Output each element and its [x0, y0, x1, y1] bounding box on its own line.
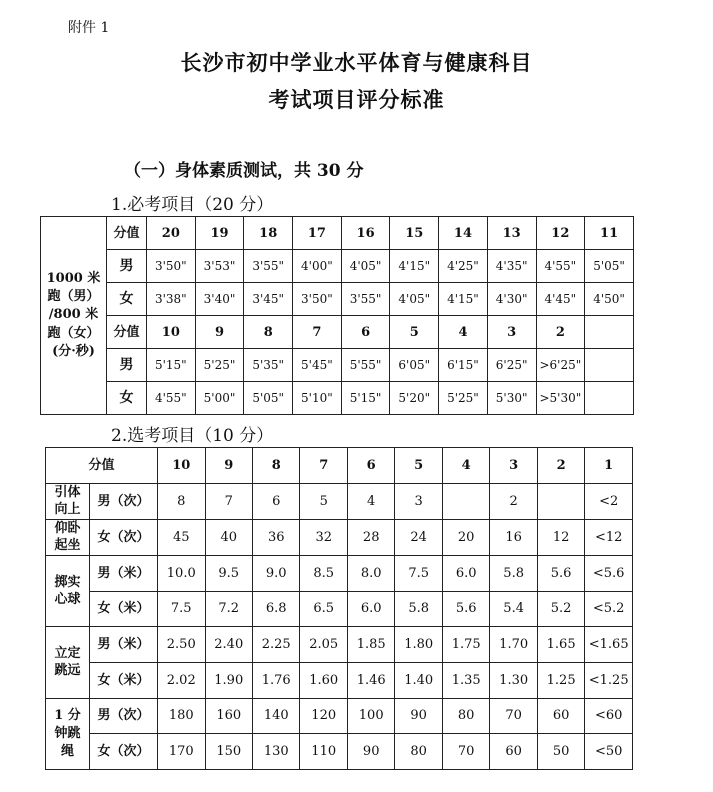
time-cell: 4'05": [341, 250, 390, 283]
time-cell: 5'25": [439, 382, 488, 415]
score-cell: 15: [390, 217, 439, 250]
time-cell: 5'15": [147, 349, 196, 382]
score-cell: 16: [341, 217, 390, 250]
time-cell: 3'45": [244, 283, 293, 316]
score-header-row: [46, 448, 633, 484]
time-cell: 4'15": [439, 283, 488, 316]
event-name-line: 掷实: [54, 574, 81, 590]
run-event-label-line: 跑（女）: [47, 325, 100, 341]
score-header-label: 分值: [46, 448, 158, 484]
value-cell: 70: [442, 734, 489, 770]
value-cell: 7.5: [395, 555, 442, 591]
time-cell: 4'35": [487, 250, 536, 283]
score-cell: 2: [537, 448, 584, 484]
score-cell: 2: [536, 316, 585, 349]
score-cell: 8: [252, 448, 299, 484]
value-cell: 2.40: [205, 627, 252, 663]
value-cell: 7: [205, 483, 252, 519]
value-cell: 8: [158, 483, 205, 519]
time-cell: >5'30": [536, 382, 585, 415]
value-cell: 5.8: [395, 591, 442, 627]
document-title-line2: 考试项目评分标准: [268, 87, 445, 112]
value-cell: 1.46: [347, 662, 394, 698]
time-cell: [585, 382, 634, 415]
value-cell: 7.5: [158, 591, 205, 627]
time-cell: 4'00": [293, 250, 342, 283]
value-cell: <5.2: [585, 591, 633, 627]
value-cell: 5.8: [490, 555, 537, 591]
score-cell: 17: [293, 217, 342, 250]
female-time-row: [41, 283, 634, 316]
value-cell: 1.30: [490, 662, 537, 698]
event-name: [46, 483, 90, 519]
table-row: [46, 519, 633, 555]
value-cell: 24: [395, 519, 442, 555]
value-cell: 6.5: [300, 591, 347, 627]
table-row: [46, 734, 633, 770]
value-cell: 5: [300, 483, 347, 519]
time-cell: 3'55": [341, 283, 390, 316]
value-cell: 8.0: [347, 555, 394, 591]
value-cell: 1.90: [205, 662, 252, 698]
value-cell: 70: [490, 698, 537, 734]
value-cell: 5.2: [537, 591, 584, 627]
time-cell: 3'50": [147, 250, 196, 283]
score-cell: 4: [442, 448, 489, 484]
score-cell: 10: [158, 448, 205, 484]
score-cell: 1: [585, 448, 633, 484]
event-name-line: 心球: [54, 592, 81, 608]
value-cell: 1.70: [490, 627, 537, 663]
time-cell: 5'30": [487, 382, 536, 415]
run-event-label-line: /800 米: [48, 307, 99, 323]
time-cell: 4'05": [390, 283, 439, 316]
time-cell: 5'55": [341, 349, 390, 382]
score-cell: 5: [395, 448, 442, 484]
sex-unit-label: 男（次）: [90, 698, 158, 734]
time-cell: 4'30": [487, 283, 536, 316]
value-cell: <1.65: [585, 627, 633, 663]
value-cell: 9.5: [205, 555, 252, 591]
value-cell: 2.05: [300, 627, 347, 663]
event-name-line: 跳远: [54, 663, 81, 679]
value-cell: <60: [585, 698, 633, 734]
score-cell: 3: [490, 448, 537, 484]
time-cell: 4'50": [585, 283, 634, 316]
time-cell: 4'25": [439, 250, 488, 283]
value-cell: 45: [158, 519, 205, 555]
value-cell: 1.65: [537, 627, 584, 663]
value-cell: 50: [537, 734, 584, 770]
sex-unit-label: 女（米）: [90, 591, 158, 627]
score-cell: 6: [341, 316, 390, 349]
sex-label: 男: [107, 349, 147, 382]
table-row: [46, 591, 633, 627]
attachment-label: 附件 1: [68, 20, 110, 36]
sex-unit-label: 男（米）: [90, 627, 158, 663]
score-cell: 9: [205, 448, 252, 484]
run-event-label-line: 跑（男）: [47, 289, 100, 305]
table-row: [46, 662, 633, 698]
value-cell: 2.50: [158, 627, 205, 663]
event-name: [46, 627, 90, 698]
value-cell: 60: [490, 734, 537, 770]
value-cell: [442, 483, 489, 519]
value-cell: 1.75: [442, 627, 489, 663]
table-row: [46, 555, 633, 591]
value-cell: <1.25: [585, 662, 633, 698]
value-cell: 3: [395, 483, 442, 519]
time-cell: 5'05": [585, 250, 634, 283]
table-row: [46, 627, 633, 663]
score-cell: 7: [293, 316, 342, 349]
event-name-line: 起坐: [54, 538, 81, 554]
value-cell: 1.40: [395, 662, 442, 698]
time-cell: 3'38": [147, 283, 196, 316]
value-cell: <5.6: [585, 555, 633, 591]
sex-label: 女: [107, 283, 147, 316]
value-cell: 170: [158, 734, 205, 770]
value-cell: 5.6: [537, 555, 584, 591]
time-cell: 5'15": [341, 382, 390, 415]
male-time-row: [41, 250, 634, 283]
value-cell: 2.25: [252, 627, 299, 663]
score-header-row: [41, 316, 634, 349]
time-cell: 5'25": [195, 349, 244, 382]
value-cell: 32: [300, 519, 347, 555]
value-cell: 120: [300, 698, 347, 734]
event-name-line: 1 分: [54, 708, 81, 724]
time-cell: 4'55": [536, 250, 585, 283]
value-cell: 36: [252, 519, 299, 555]
value-cell: 6.8: [252, 591, 299, 627]
value-cell: 1.60: [300, 662, 347, 698]
table-row: [46, 483, 633, 519]
optional-items-table: [45, 447, 633, 770]
value-cell: 2: [490, 483, 537, 519]
time-cell: 6'15": [439, 349, 488, 382]
value-cell: 160: [205, 698, 252, 734]
value-cell: <12: [585, 519, 633, 555]
score-cell: 10: [147, 316, 196, 349]
value-cell: 2.02: [158, 662, 205, 698]
time-cell: 5'05": [244, 382, 293, 415]
value-cell: 7.2: [205, 591, 252, 627]
run-event-label-line: (分·秒): [52, 343, 95, 359]
time-cell: 4'15": [390, 250, 439, 283]
value-cell: 1.76: [252, 662, 299, 698]
time-cell: 6'25": [487, 349, 536, 382]
value-cell: 90: [395, 698, 442, 734]
score-cell: 19: [195, 217, 244, 250]
value-cell: 28: [347, 519, 394, 555]
sex-label: 男: [107, 250, 147, 283]
value-cell: 1.35: [442, 662, 489, 698]
value-cell: 12: [537, 519, 584, 555]
event-name-line: 仰卧: [54, 520, 81, 536]
value-cell: 80: [395, 734, 442, 770]
score-cell: 14: [439, 217, 488, 250]
score-cell: 4: [439, 316, 488, 349]
value-cell: 10.0: [158, 555, 205, 591]
score-cell: [585, 316, 634, 349]
run-event-label: [41, 217, 107, 415]
sex-unit-label: 女（次）: [90, 734, 158, 770]
score-header-label: 分值: [107, 217, 147, 250]
value-cell: 20: [442, 519, 489, 555]
score-header-label: 分值: [107, 316, 147, 349]
score-cell: 5: [390, 316, 439, 349]
female-time-row: [41, 382, 634, 415]
score-cell: 20: [147, 217, 196, 250]
value-cell: <50: [585, 734, 633, 770]
value-cell: 130: [252, 734, 299, 770]
value-cell: 60: [537, 698, 584, 734]
time-cell: 5'10": [293, 382, 342, 415]
time-cell: 5'45": [293, 349, 342, 382]
score-header-row: [41, 217, 634, 250]
value-cell: 180: [158, 698, 205, 734]
value-cell: 6: [252, 483, 299, 519]
value-cell: 1.85: [347, 627, 394, 663]
sex-unit-label: 女（米）: [90, 662, 158, 698]
time-cell: 3'55": [244, 250, 293, 283]
score-cell: 7: [300, 448, 347, 484]
run-event-label-line: 1000 米: [46, 271, 101, 287]
time-cell: 5'35": [244, 349, 293, 382]
sex-label: 女: [107, 382, 147, 415]
value-cell: 90: [347, 734, 394, 770]
male-time-row: [41, 349, 634, 382]
subsection-optional-heading: 2.选考项目（10 分）: [111, 426, 274, 446]
score-cell: 8: [244, 316, 293, 349]
event-name-line: 钟跳: [54, 726, 81, 742]
score-cell: 12: [536, 217, 585, 250]
event-name-line: 引体: [54, 484, 81, 500]
document-title-line1: 长沙市初中学业水平体育与健康科目: [180, 50, 533, 75]
subsection-required-heading: 1.必考项目（20 分）: [111, 195, 274, 215]
time-cell: 4'55": [147, 382, 196, 415]
sex-unit-label: 男（米）: [90, 555, 158, 591]
time-cell: 5'20": [390, 382, 439, 415]
event-name: [46, 519, 90, 555]
time-cell: 5'00": [195, 382, 244, 415]
value-cell: 9.0: [252, 555, 299, 591]
score-cell: 13: [487, 217, 536, 250]
score-cell: 18: [244, 217, 293, 250]
value-cell: [537, 483, 584, 519]
value-cell: <2: [585, 483, 633, 519]
time-cell: 3'40": [195, 283, 244, 316]
time-cell: >6'25": [536, 349, 585, 382]
value-cell: 110: [300, 734, 347, 770]
time-cell: 4'45": [536, 283, 585, 316]
value-cell: 8.5: [300, 555, 347, 591]
value-cell: 16: [490, 519, 537, 555]
score-cell: 6: [347, 448, 394, 484]
value-cell: 5.4: [490, 591, 537, 627]
score-cell: 3: [487, 316, 536, 349]
value-cell: 4: [347, 483, 394, 519]
value-cell: 6.0: [442, 555, 489, 591]
event-name: [46, 698, 90, 769]
sex-unit-label: 男（次）: [90, 483, 158, 519]
value-cell: 140: [252, 698, 299, 734]
event-name-line: 绳: [60, 743, 74, 759]
event-name-line: 向上: [54, 502, 81, 518]
event-name-line: 立定: [54, 645, 81, 661]
value-cell: 6.0: [347, 591, 394, 627]
time-cell: [585, 349, 634, 382]
value-cell: 100: [347, 698, 394, 734]
value-cell: 40: [205, 519, 252, 555]
required-items-table: [40, 216, 634, 415]
score-cell: 11: [585, 217, 634, 250]
value-cell: 150: [205, 734, 252, 770]
value-cell: 1.25: [537, 662, 584, 698]
score-cell: 9: [195, 316, 244, 349]
time-cell: 3'50": [293, 283, 342, 316]
value-cell: 80: [442, 698, 489, 734]
value-cell: 1.80: [395, 627, 442, 663]
event-name: [46, 555, 90, 626]
value-cell: 5.6: [442, 591, 489, 627]
time-cell: 3'53": [195, 250, 244, 283]
time-cell: 6'05": [390, 349, 439, 382]
table-row: [46, 698, 633, 734]
section-heading: （一）身体素质测试，共 30 分: [124, 161, 364, 181]
sex-unit-label: 女（次）: [90, 519, 158, 555]
